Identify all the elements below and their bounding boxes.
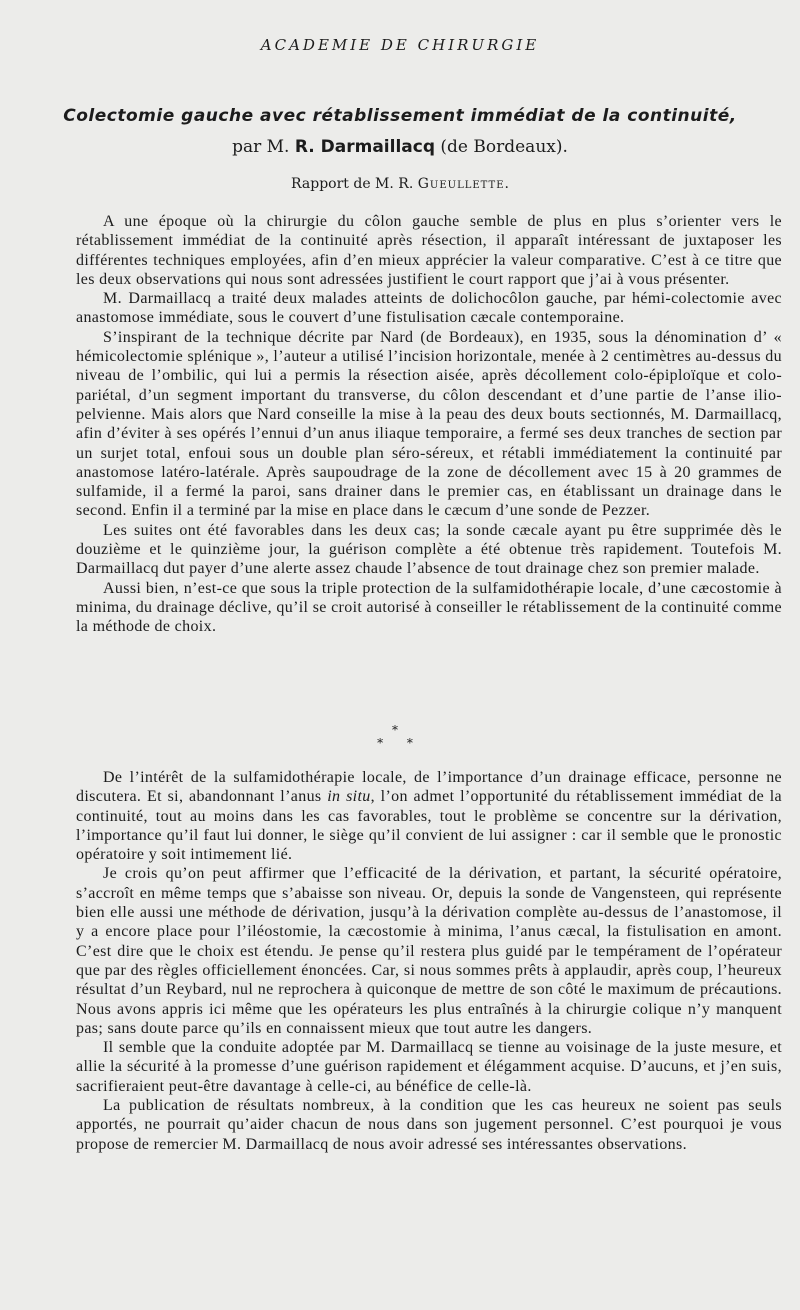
separator-stars-bottom: * * [377, 736, 423, 750]
article-title: Colectomie gauche avec rétablissement immédiat de la continuité, [63, 106, 737, 126]
byline [0, 137, 800, 157]
report-suffix: . [504, 176, 509, 192]
reporter-name: Gueullette [417, 176, 505, 192]
byline-prefix: par M. [232, 137, 295, 157]
paragraph: Je crois qu’on peut affirmer que l’efficacité de la dérivation, et partant, la sécurité opératoire, s’accroît en même temps que s’abaisse son niveau. Or, depuis la sonde de Vangensteen, qui représente bien elle aussi une méthode de dérivation, jusqu’à la dérivation complète au-dessus de l’anastomose, il y a encore place pour l’iléostomie, la cæcostomie à minima, l’anus cæcal, la fistulisation en amont. C’est dire que le choix est étendu. Je pense qu’il restera plus guidé par le tempérament de l’opérateur que par des règles officiellement énoncées. Car, si nous sommes prêts à applaudir, après coup, l’heureux résultat d’un Reybard, nul ne reprochera à quiconque de mettre de son côté le maximum de précautions. Nous avons appris ici même que les opérateurs les plus entraînés à la chirurgie colique n’y manquent pas; sans doute parce qu’ils en connaissent mieux que tout autre les dangers. [76, 865, 782, 1037]
report-prefix: Rapport de M. R. [291, 176, 418, 192]
paragraph: Il semble que la conduite adoptée par M. Darmaillacq se tienne au voisinage de la juste mesure, et allie la sécurité à la promesse d’une guérison rapidement et élégamment acquise. D’aucuns, et j’en suis, sacrifieraient peut-être davantage à celle-ci, au bénéfice de celle-là. [76, 1039, 782, 1095]
report-body-section-one [76, 212, 782, 637]
section-separator [0, 724, 800, 750]
paragraph: A une époque où la chirurgie du côlon gauche semble de plus en plus s’orienter vers le rétablissement immédiat de la continuité après résection, il apparaît intéressant de juxtaposer les différentes techniques employées, afin d’en mieux apprécier la valeur comparative. C’est à ce titre que les deux observations qui nous sont adressées justifient le court rapport que j’ai à vous présenter. [76, 213, 782, 288]
paragraph: Les suites ont été favorables dans les deux cas; la sonde cæcale ayant pu être supprimée dès le douzième et le quinzième jour, la guérison complète a été obtenue très rapidement. Toutefois M. Darmaillacq dut payer d’une alerte assez chaude l’absence de tout drainage chez son premier malade. [76, 521, 782, 578]
running-header: ACADEMIE DE CHIRURGIE [260, 36, 540, 54]
paragraph-text: De l’intérêt de la sulfamidothérapie locale, de l’importance d’un drainage efficace, personne ne discutera. Et si, abandonnant l’anus [76, 769, 782, 806]
report-line [0, 176, 800, 192]
paragraph: S’inspirant de la technique décrite par Nard (de Bordeaux), en 1935, sous la dénomination d’ « hémicolectomie splénique », l’auteur a utilisé l’incision horizontale, menée à 2 centimètres au-dessus du niveau de l’ombilic, qui lui a permis la résection aisée, après décollement colo-épiploïque et colo-pariétal, d’un segment important du transverse, du côlon descendant et d’une partie de l’anse ilio-pelvienne. Mais alors que Nard conseille la mise à la peau des deux bouts sectionnés, M. Darmaillacq, afin d’éviter à ses opérés l’ennui d’un anus iliaque temporaire, a fermé ses deux tranches de section par un surjet total, enfoui sous un double plan séro-séreux, et rétabli immédiatement la continuité par anastomose latéro-latérale. Après saupoudrage de la zone de décollement avec 15 à 20 grammes de sulfamide, il a fermé la paroi, sans drainer dans le premier cas, en établissant un drainage dans le second. Enfin il a terminé par la mise en place dans le cæcum d’une sonde de Pezzer. [76, 328, 782, 520]
paragraph-text: , l’on admet l’opportunité du rétablissement immédiat de la continuité, tout au moins dans les cas favorables, tout le problème se concentre sur la dérivation, l’importance qu’il faut lui donner, le siège qu’il convient de lui assigner : car il semble que le pronostic opératoire y soit intimement lié. [76, 788, 782, 864]
report-body-section-two [76, 768, 782, 1154]
paragraph: La publication de résultats nombreux, à la condition que les cas heureux ne soient pas seuls apportés, ne pourrait qu’aider chacun de nous dans son jugement personnel. C’est pourquoi je vous propose de remercier M. Darmaillacq de nous avoir adressé ses intéressantes observations. [76, 1097, 782, 1153]
paragraph: Aussi bien, n’est-ce que sous la triple protection de la sulfamidothérapie locale, d’une cæcostomie à minima, du drainage déclive, qu’il se croit autorisé à conseiller le rétablissement de la continuité comme la méthode de choix. [76, 579, 782, 636]
paragraph [76, 768, 782, 864]
separator-star-top: * [392, 723, 408, 737]
author-name: R. Darmaillacq [294, 137, 435, 157]
paragraph: M. Darmaillacq a traité deux malades atteints de dolichocôlon gauche, par hémi-colectomie avec anastomose immédiate, sous le couvert d’une fistulisation cæcale contemporaine. [76, 290, 782, 327]
italic-term: in situ [327, 788, 371, 806]
byline-suffix: (de Bordeaux). [435, 137, 568, 157]
